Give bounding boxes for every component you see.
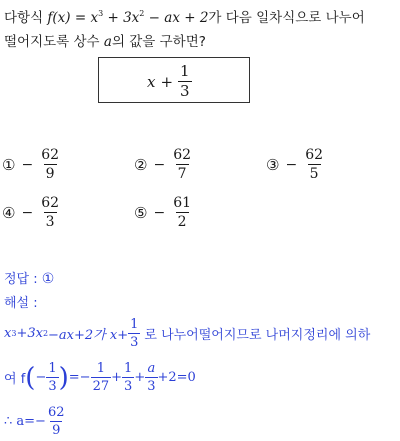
choice-5[interactable] xyxy=(134,196,193,229)
poly-exp-1: 3 xyxy=(98,9,104,18)
exp-l2-f2-num: 1 xyxy=(124,361,133,376)
choice-1-num: 62 xyxy=(41,147,60,163)
choice-4-den: 3 xyxy=(45,214,55,230)
exp-l2-c: + xyxy=(111,370,123,385)
exp-l2-in-num: 1 xyxy=(48,361,57,376)
exp-l3-fraction xyxy=(46,406,67,437)
question-line-2 xyxy=(4,30,206,50)
exp-l2-f1-num: 1 xyxy=(96,361,105,376)
choice-2-fraction xyxy=(171,148,193,181)
question-line-1 xyxy=(4,6,365,26)
exp-l1-exp1: 3 xyxy=(11,329,17,338)
choice-5-num: 61 xyxy=(173,195,192,211)
choice-4-num: 62 xyxy=(41,195,60,211)
question-tail-2: 의 값을 구하면? xyxy=(111,34,206,50)
divisor-fraction xyxy=(178,64,192,99)
question-line-2-text: 떨어지도록 상수 xyxy=(4,34,104,50)
choice-5-fraction xyxy=(171,196,193,229)
poly-part-1: f(x) = x xyxy=(47,10,99,26)
exp-l2-d: + xyxy=(134,370,146,385)
choice-2-num: 62 xyxy=(173,147,192,163)
exp-l2-f2 xyxy=(122,362,134,393)
choice-1-mark: ① xyxy=(2,155,16,174)
choice-2[interactable] xyxy=(134,148,193,181)
poly-part-3: − ax + 2 xyxy=(144,10,209,26)
choice-2-den: 7 xyxy=(177,166,187,182)
choice-4-sign: − xyxy=(21,204,34,221)
exp-l2-rparen: ) xyxy=(58,362,69,393)
question-tail-1: 가 다음 일차식으로 나누어 xyxy=(208,10,365,26)
divisor-plus: + xyxy=(160,72,174,91)
exp-l1-exp2: 2 xyxy=(42,329,49,338)
choice-4-mark: ④ xyxy=(2,203,16,222)
exp-l1-num: 1 xyxy=(130,317,139,332)
choice-1-sign: − xyxy=(21,156,34,173)
exp-l2-f3-num: a xyxy=(147,361,156,376)
choice-1-den: 9 xyxy=(45,166,55,182)
exp-l2-lparen: ( xyxy=(25,362,36,393)
exp-l2-f1-den: 27 xyxy=(92,379,110,394)
poly-exp-2: 2 xyxy=(139,9,145,18)
exp-l2-f3 xyxy=(145,362,157,393)
divisor-den: 3 xyxy=(180,82,190,100)
choice-2-mark: ② xyxy=(134,155,148,174)
divisor-box xyxy=(98,57,250,103)
exp-l2-f1 xyxy=(91,362,112,393)
explanation-line-2 xyxy=(4,362,196,393)
choice-1[interactable] xyxy=(2,148,61,181)
question-var-a: a xyxy=(103,34,112,50)
exp-l2-b: =− xyxy=(68,370,91,385)
divisor-expression xyxy=(147,64,192,99)
choice-3[interactable] xyxy=(266,148,325,181)
choice-2-sign: − xyxy=(153,156,166,173)
explanation-line-3 xyxy=(4,406,67,437)
divisor-num: 1 xyxy=(180,62,190,80)
exp-l1-d: 로 나누어떨어지므로 나머지정리에 의하 xyxy=(144,328,371,343)
exp-l3-den: 9 xyxy=(52,423,61,438)
choice-1-fraction xyxy=(39,148,61,181)
divisor-x: x xyxy=(147,72,156,91)
exp-l1-c: −ax+2가 x+ xyxy=(48,328,129,343)
answer-mark: ① xyxy=(41,271,55,287)
explanation-line-1 xyxy=(4,318,370,349)
choice-4-fraction xyxy=(39,196,61,229)
choice-4[interactable] xyxy=(2,196,61,229)
choice-3-num: 62 xyxy=(305,147,324,163)
exp-l1-fraction xyxy=(128,318,140,349)
exp-l3-num: 62 xyxy=(47,405,65,420)
poly-part-2: + 3x xyxy=(103,10,140,26)
exp-l2-a: 여 f xyxy=(4,372,26,387)
answer-line xyxy=(4,268,54,287)
choice-3-den: 5 xyxy=(309,166,319,182)
exp-l2-f3-den: 3 xyxy=(147,379,156,394)
choice-5-den: 2 xyxy=(177,214,187,230)
exp-l3-a: ∴ a=− xyxy=(4,414,46,429)
question-lead: 다항식 xyxy=(4,10,48,26)
choice-5-sign: − xyxy=(153,204,166,221)
explanation-label: 해설 : xyxy=(4,296,38,311)
choice-3-sign: − xyxy=(285,156,298,173)
choice-3-fraction xyxy=(303,148,325,181)
exp-l2-e: +2=0 xyxy=(157,370,196,385)
choice-5-mark: ⑤ xyxy=(134,203,148,222)
exp-l2-in-fraction xyxy=(46,362,58,393)
exp-l2-in-sign: − xyxy=(35,370,47,385)
answer-label: 정답 : xyxy=(4,272,42,287)
exp-l2-f2-den: 3 xyxy=(124,379,133,394)
exp-l2-in-den: 3 xyxy=(48,379,57,394)
exp-l1-x: x xyxy=(4,326,12,341)
choice-3-mark: ③ xyxy=(266,155,280,174)
exp-l1-den: 3 xyxy=(130,335,139,350)
exp-l1-b: +3x xyxy=(16,326,43,341)
